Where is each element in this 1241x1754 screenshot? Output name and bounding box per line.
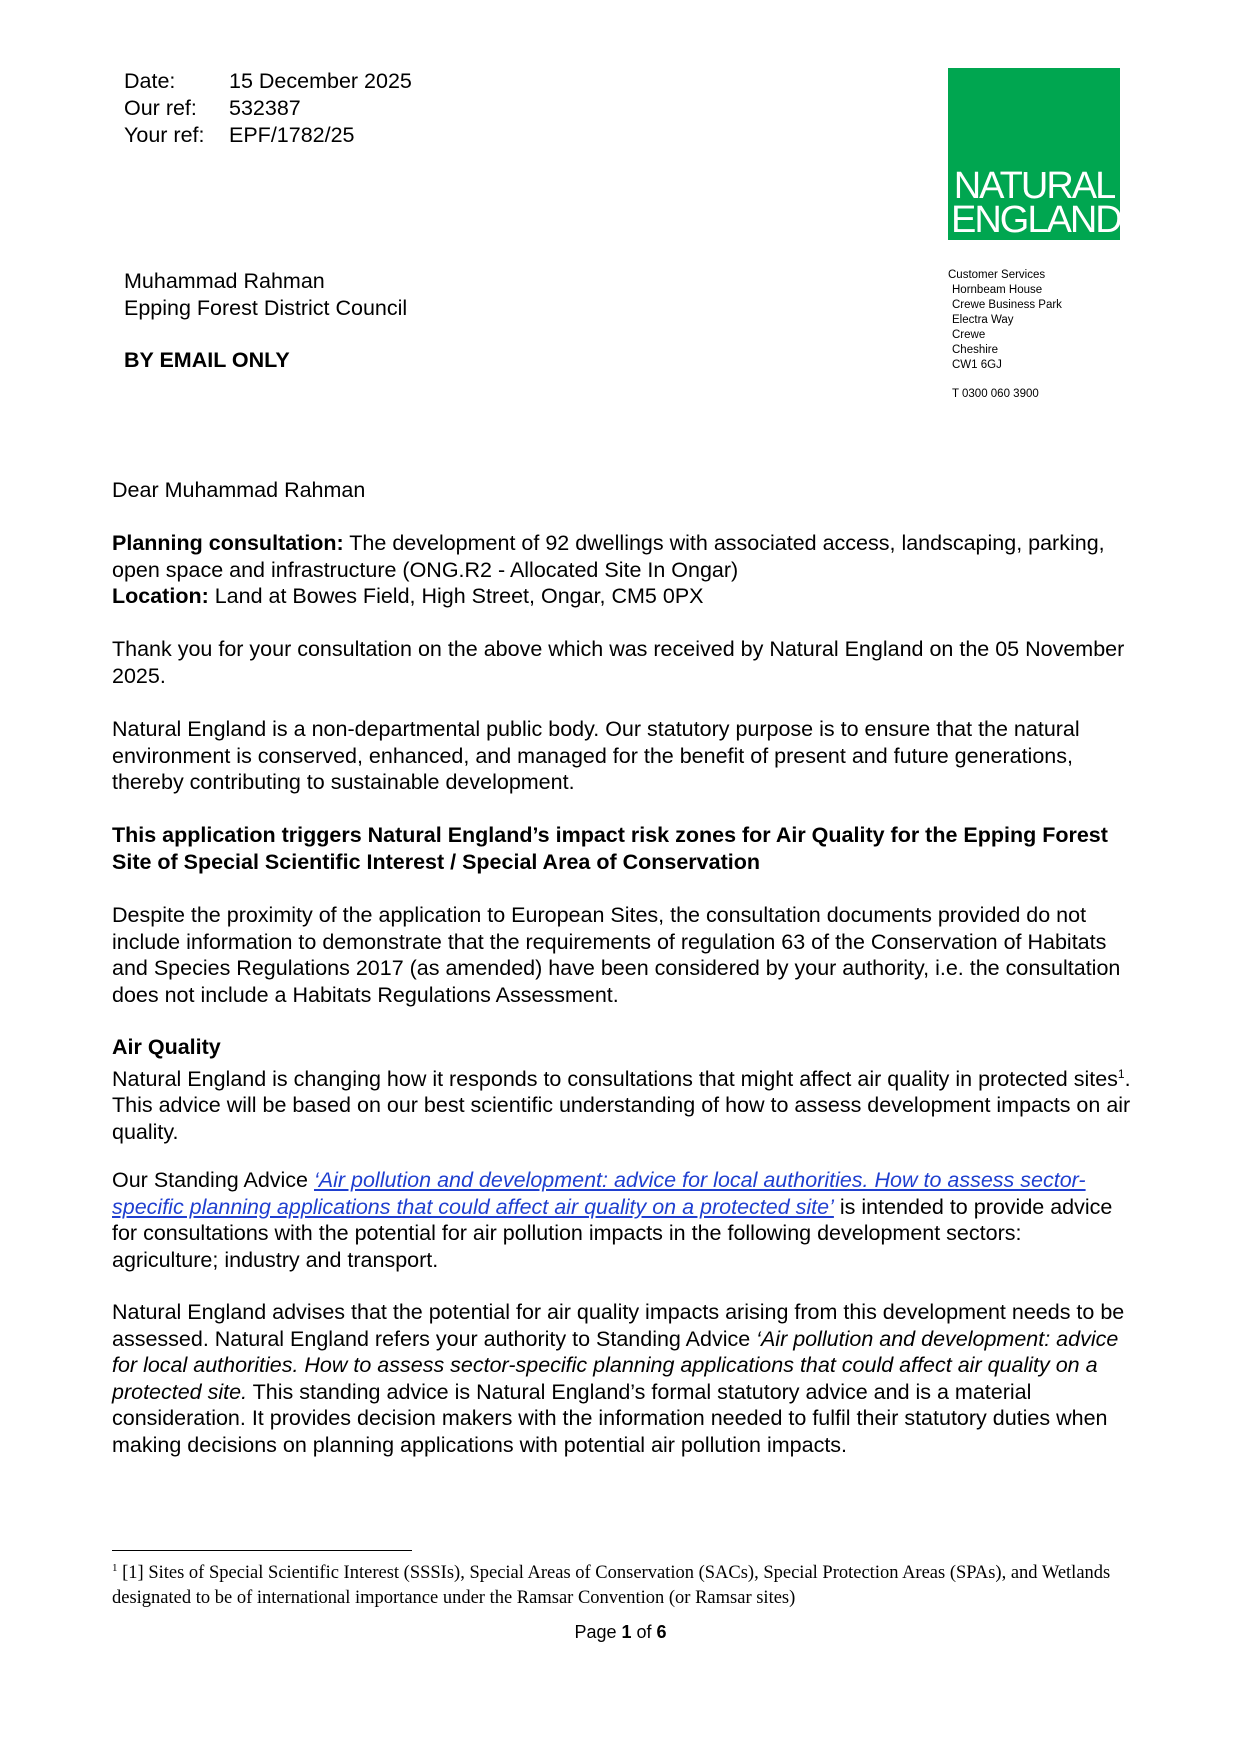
logo-line-2: ENGLAND	[951, 199, 1121, 241]
salutation: Dear Muhammad Rahman	[112, 478, 366, 502]
standing-advice-link[interactable]: ‘Air pollution and development: advice for local authorities. How to assess sector-specific planning applications that could affect air quality on a protected site’	[112, 1168, 1086, 1219]
footnote	[112, 1556, 1132, 1611]
date-value: 15 December 2025	[229, 69, 412, 93]
address-line-1: Customer Services	[948, 269, 1046, 281]
footnote-ref[interactable]: 1	[1117, 1066, 1125, 1081]
footnote-divider	[112, 1550, 412, 1551]
reference-block	[124, 68, 412, 149]
page-total: 6	[656, 1622, 667, 1642]
your-ref-row	[124, 122, 412, 149]
footnote-mark: 1	[112, 1562, 118, 1574]
address-line-4: Electra Way	[952, 314, 1014, 326]
sender-phone: T 0300 060 3900	[952, 388, 1039, 400]
address-line-6: Cheshire	[952, 344, 999, 356]
planning-text: The development of 92 dwellings with associated access, landscaping, parking, open space and infrastructure (ONG.R2 - Allocated Site In Ongar)	[112, 531, 1105, 582]
delivery-method: BY EMAIL ONLY	[124, 348, 290, 372]
address-line-5: Crewe	[952, 329, 986, 341]
address-line-2: Hornbeam House	[952, 284, 1043, 296]
date-label: Date:	[124, 69, 176, 93]
para-thanks: Thank you for your consultation on the above which was received by Natural England on the 05 November 2025.	[112, 637, 1125, 688]
air-quality-section	[112, 1034, 1132, 1145]
trigger-heading: This application triggers Natural England’s impact risk zones for Air Quality for the Epping Forest Site of Special Scientific Interest / Special Area of Conservation	[112, 823, 1108, 874]
planning-consultation	[112, 530, 1132, 610]
logo-line-1: NATURAL	[953, 165, 1115, 207]
recipient-block	[124, 268, 407, 322]
advise-italic: ‘Air pollution and development: advice for local authorities. How to assess sector-specific planning applications that could affect air quality on a protected site.	[112, 1326, 1119, 1404]
location-label: Location:	[112, 584, 209, 608]
our-ref-value: 532387	[229, 96, 301, 120]
location-text: Land at Bowes Field, High Street, Ongar, CM5 0PX	[208, 584, 704, 608]
air-quality-heading: Air Quality	[112, 1035, 221, 1059]
para-body: Natural England is a non-departmental public body. Our statutory purpose is to ensure that the natural environment is conserved, enhanced, and managed for the benefit of present and future generations, thereby contributing to sustainable development.	[112, 717, 1080, 794]
standing-text-1: Our Standing Advice	[112, 1168, 314, 1192]
planning-label: Planning consultation:	[112, 531, 344, 555]
your-ref-value: EPF/1782/25	[229, 123, 355, 147]
footnote-text: [1] Sites of Special Scientific Interest (SSSIs), Special Areas of Conservation (SACs), Special Protection Areas (SPAs), and Wetlands designated to be of international importance under the Ramsar Convention (or Ramsar sites)	[112, 1563, 1111, 1609]
air-text-1: Natural England is changing how it responds to consultations that might affect air quality in protected sites	[112, 1066, 1118, 1091]
para-advises	[112, 1299, 1132, 1458]
address-line-3: Crewe Business Park	[952, 299, 1062, 311]
date-row	[124, 68, 412, 95]
air-text-2: . This advice will be based on our best scientific understanding of how to assess development impacts on air quality.	[112, 1066, 1131, 1144]
natural-england-logo	[948, 68, 1120, 240]
page-current: 1	[621, 1622, 632, 1642]
page-number: Page 1 of 6	[574, 1622, 667, 1642]
recipient-name: Muhammad Rahman	[124, 269, 325, 293]
address-line-7: CW1 6GJ	[952, 359, 1002, 371]
our-ref-label: Our ref:	[124, 96, 197, 120]
sender-address	[948, 268, 1062, 402]
para-despite: Despite the proximity of the application to European Sites, the consultation documents provided do not include information to demonstrate that the requirements of regulation 63 of the Conservation of Habitats and Species Regulations 2017 (as amended) have been considered by your authority, i.e. the consultation does not include a Habitats Regulations Assessment.	[112, 903, 1121, 1007]
our-ref-row	[124, 95, 412, 122]
your-ref-label: Your ref:	[124, 123, 205, 147]
advise-text-1: Natural England advises that the potential for air quality impacts arising from this development needs to be assessed. Natural England refers your authority to Standing Advice	[112, 1300, 1125, 1351]
recipient-org: Epping Forest District Council	[124, 296, 408, 320]
standing-text-2: is intended to provide advice for consultations with the potential for air pollution impacts in the following development sectors: agriculture; industry and transport.	[112, 1194, 1113, 1272]
advise-text-2: This standing advice is Natural England’s formal statutory advice and is a material consideration. It provides decision makers with the information needed to fulfil their statutory duties when making decisions on planning applications with potential air pollution impacts.	[112, 1379, 1108, 1457]
para-standing-advice	[112, 1167, 1132, 1273]
